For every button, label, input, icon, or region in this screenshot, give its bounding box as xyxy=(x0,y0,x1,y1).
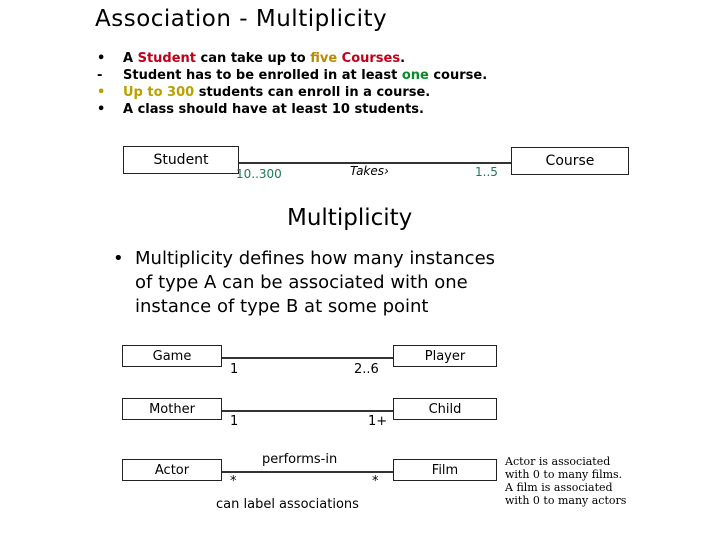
class-name: Student xyxy=(153,152,209,168)
definition-line: of type A can be associated with one xyxy=(135,272,468,293)
bullet-highlight-one: one xyxy=(401,68,429,83)
bullet-item xyxy=(95,101,487,118)
bullet-text: course. xyxy=(428,68,488,83)
annotation-note xyxy=(505,455,626,507)
association-name: performs-in xyxy=(262,452,338,467)
class-box-game xyxy=(122,345,222,367)
class-box-child xyxy=(393,398,497,420)
note-line: Actor is associated xyxy=(505,455,611,468)
bullet-marker: • xyxy=(113,248,124,269)
bullet-list xyxy=(95,50,487,118)
bullet-text: A class should have at least 10 students. xyxy=(123,102,424,117)
bullet-text: Student has to be enrolled in at least xyxy=(123,68,402,83)
bullet-text: . xyxy=(400,51,406,66)
caption: can label associations xyxy=(216,497,359,512)
bullet-marker: • xyxy=(97,51,106,66)
bullet-text: A xyxy=(123,51,138,66)
bullet-highlight-courses: Courses xyxy=(341,51,401,66)
association-name: Takes› xyxy=(350,164,389,178)
definition-text: Multiplicity defines how many instances xyxy=(135,248,496,269)
class-box-actor xyxy=(122,459,222,481)
class-name: Child xyxy=(428,401,462,417)
multiplicity-left: 10..300 xyxy=(236,167,282,181)
multiplicity-right: * xyxy=(372,474,379,489)
multiplicity-left: 1 xyxy=(230,362,239,377)
slide1-title: Association - Multiplicity xyxy=(95,6,388,32)
class-box-course xyxy=(511,147,629,175)
class-name: Course xyxy=(545,153,595,169)
association-line xyxy=(222,471,393,473)
class-box-student xyxy=(123,146,239,174)
bullet-text: students can enroll in a course. xyxy=(194,85,431,100)
slide2-title: Multiplicity xyxy=(287,205,413,231)
bullet-item xyxy=(95,84,487,101)
note-line: with 0 to many actors xyxy=(505,494,627,507)
bullet-text: can take up to xyxy=(196,51,311,66)
class-box-mother xyxy=(122,398,222,420)
class-name: Player xyxy=(424,348,466,364)
definition-paragraph xyxy=(113,247,495,319)
note-line: A film is associated xyxy=(505,481,613,494)
bullet-highlight-five: five xyxy=(310,51,338,66)
multiplicity-right: 2..6 xyxy=(354,362,379,377)
multiplicity-right: 1+ xyxy=(368,414,388,429)
bullet-item xyxy=(95,50,487,67)
bullet-highlight-300: Up to 300 xyxy=(123,85,195,100)
bullet-marker: - xyxy=(97,68,103,83)
class-box-player xyxy=(393,345,497,367)
class-box-film xyxy=(393,459,497,481)
class-name: Game xyxy=(152,348,192,364)
definition-line: instance of type B at some point xyxy=(135,296,429,317)
class-name: Actor xyxy=(154,462,190,478)
class-name: Mother xyxy=(149,401,195,417)
definition-line xyxy=(113,247,495,271)
bullet-marker: • xyxy=(97,85,106,100)
multiplicity-left: 1 xyxy=(230,414,239,429)
association-line xyxy=(222,410,393,412)
note-line: with 0 to many films. xyxy=(505,468,623,481)
bullet-marker: • xyxy=(97,102,106,117)
association-line xyxy=(222,357,393,359)
multiplicity-left: * xyxy=(230,474,237,489)
bullet-item xyxy=(95,67,487,84)
bullet-highlight-student: Student xyxy=(137,51,197,66)
multiplicity-right: 1..5 xyxy=(475,165,498,179)
class-name: Film xyxy=(431,462,459,478)
